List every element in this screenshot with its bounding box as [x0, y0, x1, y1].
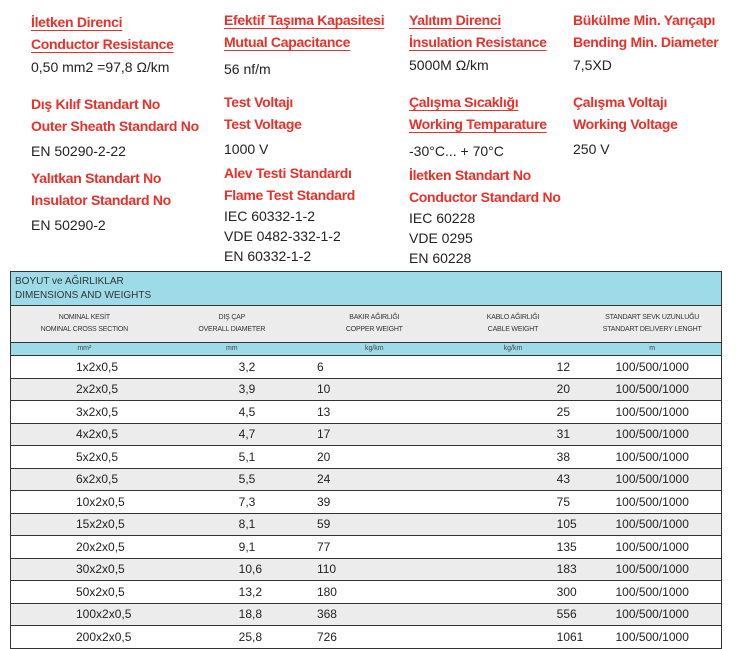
cell-cable-weight: 135	[443, 536, 584, 559]
spec-conductor-standard	[409, 164, 561, 268]
column-header-tr: NOMINAL KESİT	[58, 314, 110, 321]
cell-cable-weight: 20	[443, 378, 584, 401]
column-header-overall-diameter	[158, 306, 306, 343]
cell-overall-diameter: 4,7	[158, 423, 306, 446]
spec-value: 56 nf/m	[224, 61, 271, 77]
spec-value: IEC 60332-1-2	[224, 208, 316, 224]
cell-cable-weight: 300	[443, 581, 584, 604]
cell-delivery-length: 100/500/1000	[583, 468, 721, 491]
cell-cable-weight: 12	[443, 356, 584, 379]
cell-copper-weight: 726	[306, 626, 443, 649]
spec-label-tr: Efektif Taşıma Kapasitesi	[224, 12, 385, 28]
unit-overall-diameter: mm	[158, 343, 306, 356]
table-title-en: DIMENSIONS AND WEIGHTS	[15, 289, 152, 301]
column-header-tr: KABLO AĞIRLIĞI	[486, 314, 540, 321]
spec-value: 1000 V	[224, 141, 269, 157]
cell-delivery-length: 100/500/1000	[583, 558, 721, 581]
cell-cross-section: 2x2x0,5	[11, 378, 158, 401]
spec-insulation-resistance	[409, 9, 547, 75]
cell-copper-weight: 17	[306, 423, 443, 446]
spec-label-en: Mutual Capacitance	[224, 34, 351, 50]
cell-cross-section: 5x2x0,5	[11, 446, 158, 469]
table-unit-row	[11, 343, 722, 356]
cell-cable-weight: 556	[443, 603, 584, 626]
spec-value: -30°C... + 70°C	[409, 143, 504, 159]
table-row	[11, 558, 722, 581]
cell-cable-weight: 75	[443, 491, 584, 514]
cell-copper-weight: 77	[306, 536, 443, 559]
spec-label-en: İnsulation Resistance	[409, 34, 547, 50]
cell-delivery-length: 100/500/1000	[583, 356, 721, 379]
table-row	[11, 626, 722, 649]
unit-cable-weight: kg/km	[443, 343, 584, 356]
cell-cross-section: 6x2x0,5	[11, 468, 158, 491]
cell-delivery-length: 100/500/1000	[583, 446, 721, 469]
cell-cable-weight: 31	[443, 423, 584, 446]
cell-overall-diameter: 5,5	[158, 468, 306, 491]
spec-label-en: Outer Sheath Standard No	[31, 118, 199, 134]
spec-label-en: Conductor Resistance	[31, 36, 174, 52]
cell-overall-diameter: 3,2	[158, 356, 306, 379]
cell-cable-weight: 1061	[443, 626, 584, 649]
cell-overall-diameter: 5,1	[158, 446, 306, 469]
cell-copper-weight: 20	[306, 446, 443, 469]
cell-copper-weight: 59	[306, 513, 443, 536]
cell-copper-weight: 368	[306, 603, 443, 626]
spec-label-en: Bending Min. Diameter	[573, 34, 719, 50]
unit-cross-section: mm²	[11, 343, 158, 356]
spec-value: IEC 60228	[409, 210, 476, 226]
cell-delivery-length: 100/500/1000	[583, 423, 721, 446]
column-header-tr: BAKIR AĞIRLIĞI	[349, 314, 400, 321]
table-row	[11, 401, 722, 424]
cell-cable-weight: 38	[443, 446, 584, 469]
cell-delivery-length: 100/500/1000	[583, 401, 721, 424]
cell-cross-section: 4x2x0,5	[11, 423, 158, 446]
table-title-tr: BOYUT ve AĞIRLIKLAR	[15, 275, 124, 287]
spec-working-voltage	[573, 91, 678, 159]
cell-overall-diameter: 18,8	[158, 603, 306, 626]
cell-copper-weight: 110	[306, 558, 443, 581]
cell-overall-diameter: 3,9	[158, 378, 306, 401]
cell-cable-weight: 105	[443, 513, 584, 536]
cell-copper-weight: 39	[306, 491, 443, 514]
spec-label-tr: İletken Direnci	[31, 14, 123, 30]
spec-label-tr: Alev Testi Standardı	[224, 165, 352, 181]
cell-overall-diameter: 8,1	[158, 513, 306, 536]
cell-copper-weight: 13	[306, 401, 443, 424]
cell-delivery-length: 100/500/1000	[583, 378, 721, 401]
cell-cross-section: 10x2x0,5	[11, 491, 158, 514]
spec-test-voltage	[224, 91, 302, 159]
cell-cross-section: 15x2x0,5	[11, 513, 158, 536]
table-row	[11, 536, 722, 559]
table-row	[11, 603, 722, 626]
table-row	[11, 446, 722, 469]
cell-cable-weight: 183	[443, 558, 584, 581]
cell-delivery-length: 100/500/1000	[583, 513, 721, 536]
spec-value: EN 60332-1-2	[224, 248, 312, 264]
spec-label-tr: Yalıtkan Standart No	[31, 170, 162, 186]
spec-label-en: Working Voltage	[573, 116, 678, 132]
spec-working-temperature	[409, 91, 547, 161]
cell-cable-weight: 25	[443, 401, 584, 424]
cell-cross-section: 1x2x0,5	[11, 356, 158, 379]
column-header-cross-section	[11, 306, 158, 343]
cell-copper-weight: 6	[306, 356, 443, 379]
table-row	[11, 378, 722, 401]
cell-delivery-length: 100/500/1000	[583, 626, 721, 649]
column-header-en: OVERALL DIAMETER	[198, 326, 266, 333]
column-header-tr: DIŞ ÇAP	[218, 314, 246, 321]
cell-overall-diameter: 10,6	[158, 558, 306, 581]
spec-label-en: Test Voltage	[224, 116, 302, 132]
cell-copper-weight: 10	[306, 378, 443, 401]
table-row	[11, 513, 722, 536]
table-header-row	[11, 306, 722, 343]
cell-cross-section: 200x2x0,5	[11, 626, 158, 649]
cell-cable-weight: 43	[443, 468, 584, 491]
cell-delivery-length: 100/500/1000	[583, 581, 721, 604]
column-header-tr: STANDART SEVK UZUNLUĞU	[605, 314, 700, 321]
spec-value: 7,5XD	[573, 57, 612, 73]
unit-delivery-length: m	[583, 343, 721, 356]
column-header-en: STANDART DELIVERY LENGHT	[602, 326, 702, 333]
spec-label-tr: İletken Standart No	[409, 167, 531, 183]
table-row	[11, 468, 722, 491]
column-header-cable-weight	[443, 306, 584, 343]
spec-label-en: Conductor Standard No	[409, 189, 561, 205]
spec-flame-test-standard	[224, 162, 355, 266]
cell-cross-section: 100x2x0,5	[11, 603, 158, 626]
spec-value: EN 50290-2	[31, 217, 106, 233]
cell-cross-section: 50x2x0,5	[11, 581, 158, 604]
spec-value: EN 50290-2-22	[31, 143, 126, 159]
table-row	[11, 356, 722, 379]
cell-delivery-length: 100/500/1000	[583, 491, 721, 514]
spec-conductor-resistance	[31, 11, 174, 77]
spec-label-en: Flame Test Standard	[224, 187, 355, 203]
cell-overall-diameter: 25,8	[158, 626, 306, 649]
spec-label-tr: Bükülme Min. Yarıçapı	[573, 12, 716, 28]
spec-bending-diameter	[573, 9, 718, 75]
table-row	[11, 423, 722, 446]
spec-mutual-capacitance	[224, 9, 384, 79]
spec-value: VDE 0295	[409, 230, 473, 246]
cell-copper-weight: 180	[306, 581, 443, 604]
spec-label-tr: Çalışma Voltajı	[573, 94, 668, 110]
cell-overall-diameter: 13,2	[158, 581, 306, 604]
cell-cross-section: 3x2x0,5	[11, 401, 158, 424]
cell-cross-section: 20x2x0,5	[11, 536, 158, 559]
spec-value: 0,50 mm2 =97,8 Ω/km	[31, 59, 170, 75]
spec-label-en: Insulator Standard No	[31, 192, 171, 208]
spec-outer-sheath-standard	[31, 93, 199, 161]
spec-insulator-standard	[31, 167, 171, 235]
column-header-copper-weight	[306, 306, 443, 343]
cell-copper-weight: 24	[306, 468, 443, 491]
cell-delivery-length: 100/500/1000	[583, 536, 721, 559]
spec-label-tr: Yalıtım Direnci	[409, 12, 501, 28]
spec-value: 250 V	[573, 141, 610, 157]
spec-value: VDE 0482-332-1-2	[224, 228, 341, 244]
column-header-en: NOMINAL CROSS SECTION	[40, 326, 128, 333]
dimensions-table	[10, 271, 722, 649]
column-header-delivery-length	[583, 306, 721, 343]
spec-label-tr: Çalışma Sıcaklığı	[409, 94, 519, 110]
column-header-en: CABLE WEIGHT	[487, 326, 539, 333]
spec-label-en: Working Temparature	[409, 116, 547, 132]
spec-label-tr: Dış Kılıf Standart No	[31, 96, 161, 112]
cell-overall-diameter: 9,1	[158, 536, 306, 559]
column-header-en: COPPER WEIGHT	[345, 326, 403, 333]
spec-value: EN 60228	[409, 250, 472, 266]
spec-label-tr: Test Voltajı	[224, 94, 294, 110]
cell-overall-diameter: 7,3	[158, 491, 306, 514]
table-title-row	[11, 272, 722, 306]
cell-overall-diameter: 4,5	[158, 401, 306, 424]
table-title	[11, 272, 722, 306]
spec-value: 5000M Ω/km	[409, 57, 489, 73]
cell-cross-section: 30x2x0,5	[11, 558, 158, 581]
cell-delivery-length: 100/500/1000	[583, 603, 721, 626]
table-row	[11, 581, 722, 604]
table-row	[11, 491, 722, 514]
unit-copper-weight: kg/km	[306, 343, 443, 356]
